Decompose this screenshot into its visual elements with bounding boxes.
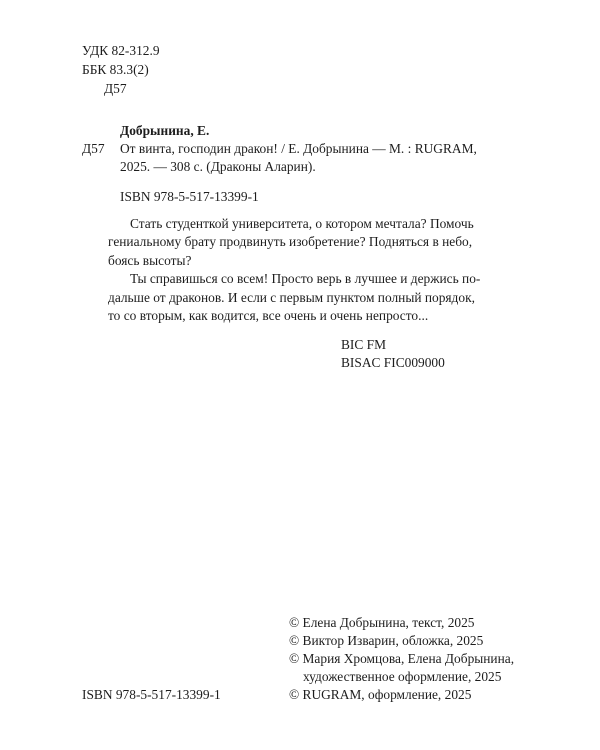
copyright-line: © Мария Хромцова, Елена Добрынина,: [289, 651, 515, 666]
annotation-line: дальше от драконов. И если с первым пунктом полный порядок,: [108, 289, 475, 305]
annotation-line: Стать студенткой университета, о котором мечтала? Помочь: [130, 216, 474, 231]
author-mark: Д57: [104, 81, 127, 96]
copyright-block: [289, 614, 514, 704]
footer-isbn: ISBN 978-5-517-13399-1: [82, 687, 221, 702]
bisac-code: BISAC FIC009000: [341, 355, 445, 370]
copyright-line: художественное оформление, 2025: [303, 669, 502, 684]
record-author: Добрынина, Е.: [120, 123, 210, 138]
annotation-line: Ты справишься со всем! Просто верь в лучшее и держись по-: [130, 271, 481, 287]
annotation: [108, 215, 490, 325]
record-mark: Д57: [82, 141, 105, 156]
record-title-line: 2025. — 308 с. (Драконы Аларин).: [120, 159, 316, 174]
annotation-line: гениальному брату продвинуть изобретение? Подняться в небо,: [108, 234, 473, 250]
copyright-line: © Елена Добрынина, текст, 2025: [289, 615, 475, 630]
copyright-line: © Виктор Изварин, обложка, 2025: [289, 633, 484, 648]
bic-code: BIC FM: [341, 337, 387, 352]
record-isbn: ISBN 978-5-517-13399-1: [120, 189, 259, 204]
record-title-line: От винта, господин дракон! / Е. Добрынина — М. : RUGRAM,: [120, 141, 477, 156]
annotation-line: то со вторым, как водится, все очень и очень непросто...: [108, 308, 429, 324]
copyright-line: © RUGRAM, оформление, 2025: [289, 687, 472, 702]
udk-code: УДК 82-312.9: [82, 43, 160, 58]
bbk-code: ББК 83.3(2): [82, 62, 149, 77]
annotation-line: боясь высоты?: [108, 252, 192, 268]
